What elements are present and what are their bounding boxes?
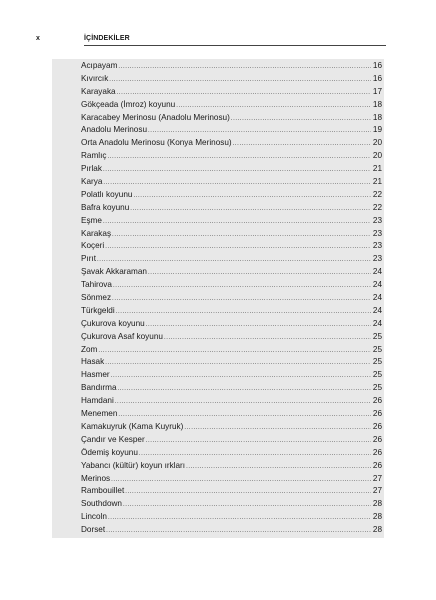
toc-entry-label: Çandır ve Kesper bbox=[81, 434, 145, 444]
toc-entry[interactable] bbox=[52, 215, 384, 228]
toc-entry-label: Zom bbox=[81, 344, 98, 354]
toc-entry-page: 25 bbox=[372, 357, 382, 367]
toc-entry-page: 24 bbox=[372, 293, 382, 303]
page-title: İÇİNDEKİLER bbox=[84, 35, 130, 42]
toc-entry[interactable] bbox=[52, 124, 384, 137]
toc-entry-page: 23 bbox=[372, 254, 382, 264]
toc-entry[interactable] bbox=[52, 395, 384, 408]
toc-entry[interactable] bbox=[52, 150, 384, 163]
toc-entry[interactable] bbox=[52, 240, 384, 253]
toc-entry[interactable] bbox=[52, 163, 384, 176]
toc-entry[interactable] bbox=[52, 73, 384, 86]
toc-entry-label: Anadolu Merinosu bbox=[81, 125, 147, 135]
toc-entry-page: 26 bbox=[372, 460, 382, 470]
toc-entry[interactable] bbox=[52, 344, 384, 357]
toc-entry[interactable] bbox=[52, 485, 384, 498]
header-rule bbox=[84, 45, 386, 46]
toc-entry-label: Sönmez bbox=[81, 293, 112, 303]
toc-entry-page: 26 bbox=[372, 434, 382, 444]
toc-entry-label: Eşme bbox=[81, 215, 102, 225]
toc-entry-label: Karya bbox=[81, 177, 103, 187]
toc-entry-label: Bandırma bbox=[81, 383, 117, 393]
toc-entry-label: Lincoln bbox=[81, 512, 107, 522]
toc-entry-page: 20 bbox=[372, 138, 382, 148]
toc-entry[interactable] bbox=[52, 176, 384, 189]
toc-entry-page: 28 bbox=[372, 499, 382, 509]
toc-entry-page: 25 bbox=[372, 331, 382, 341]
toc-entry-label: Acıpayam bbox=[81, 61, 118, 70]
toc-entry[interactable] bbox=[52, 434, 384, 447]
toc-entry-label: Dorset bbox=[81, 525, 106, 535]
toc-entry-label: Ödemiş koyunu bbox=[81, 447, 138, 457]
toc-entry[interactable] bbox=[52, 279, 384, 292]
toc-entry-label: Çukurova Asaf koyunu bbox=[81, 331, 163, 341]
toc-entry-page: 23 bbox=[372, 215, 382, 225]
toc-entry[interactable] bbox=[52, 228, 384, 241]
toc-entry[interactable] bbox=[52, 524, 384, 537]
toc-entry-page: 24 bbox=[372, 305, 382, 315]
toc-entry-label: Türkgeldi bbox=[81, 305, 115, 315]
page-number: x bbox=[36, 35, 40, 42]
toc-entry-label: Karayaka bbox=[81, 86, 116, 96]
toc-entry-page: 26 bbox=[372, 396, 382, 406]
toc-entry[interactable] bbox=[52, 421, 384, 434]
toc-entry-page: 16 bbox=[372, 73, 382, 83]
toc-entry[interactable] bbox=[52, 331, 384, 344]
toc-entry-page: 28 bbox=[372, 525, 382, 535]
toc-entry[interactable] bbox=[52, 60, 384, 73]
toc-entry-page: 25 bbox=[372, 370, 382, 380]
toc-entry-page: 21 bbox=[372, 177, 382, 187]
toc-entry-label: Polatlı koyunu bbox=[81, 189, 133, 199]
toc-entry-page: 26 bbox=[372, 409, 382, 419]
toc-entry[interactable] bbox=[52, 202, 384, 215]
toc-entry[interactable] bbox=[52, 408, 384, 421]
toc-entry-label: Ramlıç bbox=[81, 151, 107, 161]
toc-entry-page: 23 bbox=[372, 228, 382, 238]
toc-entry-label: Pırıt bbox=[81, 254, 97, 264]
toc-entry-page: 24 bbox=[372, 267, 382, 277]
toc-entry-label: Şavak Akkaraman bbox=[81, 267, 147, 277]
toc-entry-page: 18 bbox=[372, 112, 382, 122]
toc-entry[interactable] bbox=[52, 112, 384, 125]
toc-entry-label: Çukurova koyunu bbox=[81, 318, 145, 328]
toc-entry[interactable] bbox=[52, 266, 384, 279]
toc-entry[interactable] bbox=[52, 356, 384, 369]
toc-entry-page: 27 bbox=[372, 486, 382, 496]
toc-entry-label: Kıvırcık bbox=[81, 73, 109, 83]
toc-entry-page: 25 bbox=[372, 344, 382, 354]
toc-entry-label: Tahirova bbox=[81, 280, 112, 290]
toc-entry-page: 26 bbox=[372, 447, 382, 457]
toc-entry[interactable] bbox=[52, 498, 384, 511]
toc-entry[interactable] bbox=[52, 253, 384, 266]
dot-leader bbox=[106, 525, 371, 538]
toc-entry-page: 25 bbox=[372, 383, 382, 393]
toc-entry[interactable] bbox=[52, 292, 384, 305]
toc-entry[interactable] bbox=[52, 137, 384, 150]
toc-entry-label: Hasak bbox=[81, 357, 105, 367]
toc-entry[interactable] bbox=[52, 318, 384, 331]
page-header bbox=[36, 32, 386, 46]
toc-entry-label: Karakaş bbox=[81, 228, 112, 238]
toc-entry-page: 22 bbox=[372, 189, 382, 199]
toc-entry[interactable] bbox=[52, 99, 384, 112]
toc-entry-page: 20 bbox=[372, 151, 382, 161]
toc-entry-page: 16 bbox=[372, 61, 382, 70]
toc-entry-page: 22 bbox=[372, 202, 382, 212]
toc-entry-label: Hasmer bbox=[81, 370, 110, 380]
toc-entry-label: Karacabey Merinosu (Anadolu Merinosu) bbox=[81, 112, 230, 122]
toc-entry[interactable] bbox=[52, 305, 384, 318]
toc-entry-page: 26 bbox=[372, 421, 382, 431]
toc-entry-label: Yabancı (kültür) koyun ırkları bbox=[81, 460, 186, 470]
toc-entry-label: Pırlak bbox=[81, 164, 102, 174]
toc-entry-page: 18 bbox=[372, 99, 382, 109]
toc-entry-label: Orta Anadolu Merinosu (Konya Merinosu) bbox=[81, 138, 232, 148]
toc-entry-page: 27 bbox=[372, 473, 382, 483]
toc-entry-page: 19 bbox=[372, 125, 382, 135]
toc-entry[interactable] bbox=[52, 369, 384, 382]
toc-entry-label: Hamdani bbox=[81, 396, 114, 406]
toc-entry-label: Gökçeada (İmroz) koyunu bbox=[81, 99, 176, 109]
toc-entry-label: Merinos bbox=[81, 473, 111, 483]
toc-entry[interactable] bbox=[52, 511, 384, 524]
toc-entry-label: Kamakuyruk (Kama Kuyruk) bbox=[81, 421, 184, 431]
toc-entry-label: Menemen bbox=[81, 409, 118, 419]
toc-entry-page: 24 bbox=[372, 318, 382, 328]
toc-entry[interactable] bbox=[52, 447, 384, 460]
toc-entry-page: 23 bbox=[372, 241, 382, 251]
toc-entry-page: 28 bbox=[372, 512, 382, 522]
toc-entry-label: Southdown bbox=[81, 499, 122, 509]
toc-entry[interactable] bbox=[52, 382, 384, 395]
toc-entry-page: 17 bbox=[372, 86, 382, 96]
toc-entry-label: Koçeri bbox=[81, 241, 105, 251]
toc-entry-label: Rambouillet bbox=[81, 486, 125, 496]
toc-entry[interactable] bbox=[52, 473, 384, 486]
toc-entry[interactable] bbox=[52, 86, 384, 99]
toc-entry[interactable] bbox=[52, 460, 384, 473]
toc-entry[interactable] bbox=[52, 189, 384, 202]
toc-entry-label: Bafra koyunu bbox=[81, 202, 130, 212]
table-of-contents bbox=[52, 59, 384, 538]
toc-entry-page: 24 bbox=[372, 280, 382, 290]
toc-entry-page: 21 bbox=[372, 164, 382, 174]
